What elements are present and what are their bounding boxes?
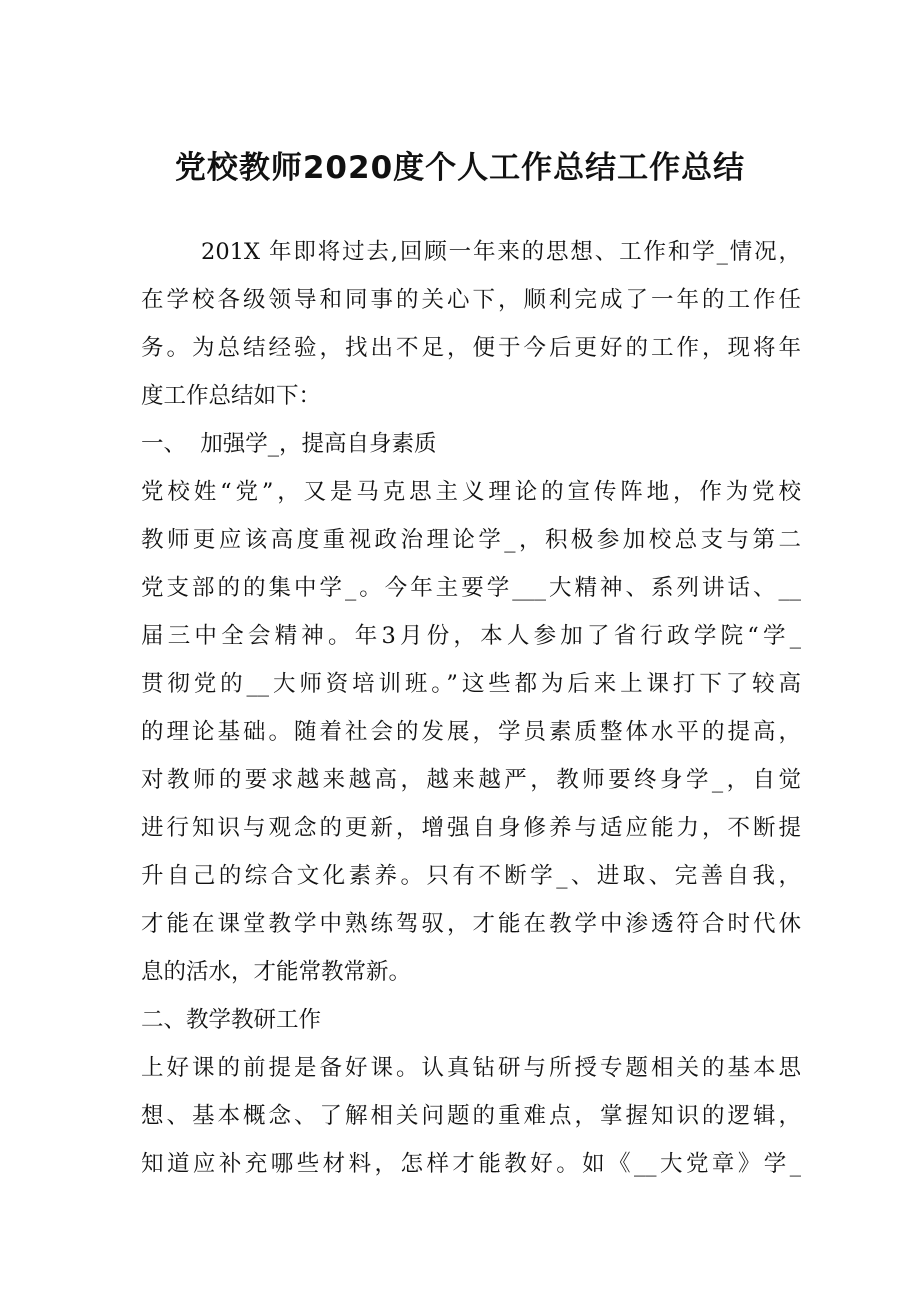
paragraph-line: 对教师的要求越来越高，越来越严，教师要终身学_，自觉 bbox=[141, 767, 801, 793]
paragraph-line: 想、基本概念、了解相关问题的重难点，掌握知识的逻辑， bbox=[141, 1103, 801, 1129]
document-title: 党校教师2020度个人工作总结工作总结 bbox=[174, 150, 746, 186]
section-heading: 一、 加强学_，提高自身素质 bbox=[141, 431, 437, 457]
paragraph-line: 的理论基础。随着社会的发展，学员素质整体水平的提高， bbox=[141, 719, 801, 745]
paragraph-line: 届三中全会精神。年3月份，本人参加了省行政学院“学_ bbox=[141, 623, 801, 649]
paragraph-line: 教师更应该高度重视政治理论学_，积极参加校总支与第二 bbox=[141, 527, 801, 553]
paragraph-line: 才能在课堂教学中熟练驾驭，才能在教学中渗透符合时代休 bbox=[141, 911, 801, 937]
paragraph-line: 201X 年即将过去,回顾一年来的思想、工作和学_情况， bbox=[201, 239, 801, 265]
paragraph-line: 贯彻党的__大师资培训班。”这些都为后来上课打下了较高 bbox=[141, 671, 801, 697]
paragraph-line: 上好课的前提是备好课。认真钻研与所授专题相关的基本思 bbox=[141, 1055, 801, 1081]
paragraph-line: 升自己的综合文化素养。只有不断学_、进取、完善自我， bbox=[141, 863, 801, 889]
paragraph-line: 度工作总结如下： bbox=[141, 383, 322, 409]
section-heading: 二、教学教研工作 bbox=[141, 1007, 322, 1033]
paragraph-line: 党支部的的集中学_。今年主要学___大精神、系列讲话、__ bbox=[141, 575, 801, 601]
document-body bbox=[141, 228, 801, 1188]
paragraph-line: 进行知识与观念的更新，增强自身修养与适应能力，不断提 bbox=[141, 815, 801, 841]
paragraph-line: 知道应补充哪些材料，怎样才能教好。如《__大党章》学_ bbox=[141, 1151, 801, 1177]
paragraph-line: 党校姓“党”，又是马克思主义理论的宣传阵地，作为党校 bbox=[141, 479, 801, 505]
paragraph-line: 务。为总结经验，找出不足，便于今后更好的工作，现将年 bbox=[141, 335, 801, 361]
paragraph-line: 在学校各级领导和同事的关心下，顺利完成了一年的工作任 bbox=[141, 287, 801, 313]
paragraph-line: 息的活水，才能常教常新。 bbox=[141, 959, 412, 985]
